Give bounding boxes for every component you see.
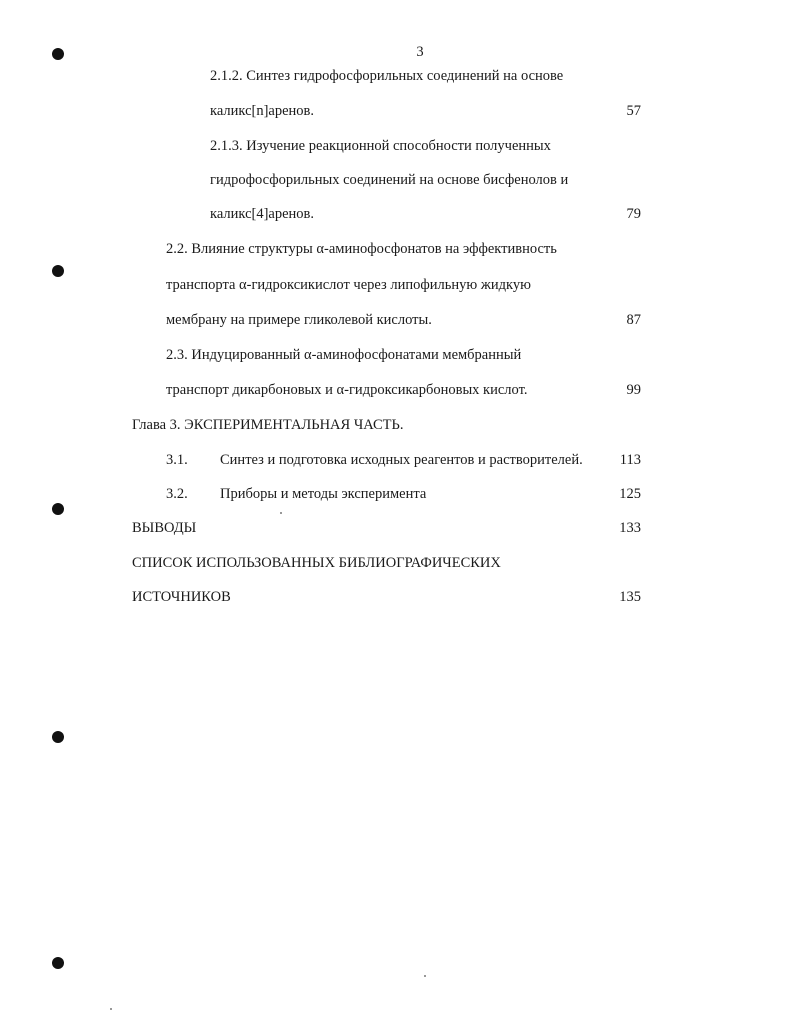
toc-entry-3-1-number: 3.1. bbox=[166, 452, 188, 468]
toc-entry-2-2-page: 87 bbox=[626, 312, 641, 328]
binder-hole bbox=[52, 957, 64, 969]
toc-entry-2-2-line-3: мембрану на примере гликолевой кислоты. bbox=[166, 312, 432, 328]
toc-entry-2-3-line-1: 2.3. Индуцированный α-аминофосфонатами мембранный bbox=[166, 347, 522, 363]
toc-entry-2-3-line-2: транспорт дикарбоновых и α-гидроксикарбоновых кислот. bbox=[166, 382, 528, 398]
toc-conclusions-page: 133 bbox=[619, 520, 641, 536]
toc-conclusions-title: ВЫВОДЫ bbox=[132, 520, 197, 536]
toc-entry-3-2-title: Приборы и методы эксперимента bbox=[220, 486, 427, 502]
toc-entry-2-1-3-page: 79 bbox=[626, 206, 641, 222]
toc-entry-2-1-3-line-2: гидрофосфорильных соединений на основе бисфенолов и bbox=[210, 172, 569, 188]
toc-chapter-3-title: Глава 3. ЭКСПЕРИМЕНТАЛЬНАЯ ЧАСТЬ. bbox=[132, 417, 404, 433]
toc-entry-2-2-line-2: транспорта α-гидроксикислот через липофильную жидкую bbox=[166, 277, 531, 293]
toc-entry-2-2-line-1: 2.2. Влияние структуры α-аминофосфонатов на эффективность bbox=[166, 241, 557, 257]
toc-references-line-2: ИСТОЧНИКОВ bbox=[132, 589, 231, 605]
toc-entry-2-1-2-page: 57 bbox=[626, 103, 641, 119]
binder-hole bbox=[52, 503, 64, 515]
binder-hole bbox=[52, 48, 64, 60]
toc-entry-3-1-title: Синтез и подготовка исходных реагентов и растворителей. bbox=[220, 452, 583, 468]
toc-references-page: 135 bbox=[619, 589, 641, 605]
toc-entry-2-1-3-line-1: 2.1.3. Изучение реакционной способности полученных bbox=[210, 138, 551, 154]
toc-entry-3-2-number: 3.2. bbox=[166, 486, 188, 502]
toc-entry-3-2-page: 125 bbox=[619, 486, 641, 502]
toc-entry-2-3-page: 99 bbox=[626, 382, 641, 398]
toc-references-line-1: СПИСОК ИСПОЛЬЗОВАННЫХ БИБЛИОГРАФИЧЕСКИХ bbox=[132, 555, 501, 571]
toc-entry-2-1-2-line-2: каликс[n]аренов. bbox=[210, 103, 315, 119]
page-number: 3 bbox=[416, 44, 424, 60]
scan-speck bbox=[424, 975, 426, 977]
binder-hole bbox=[52, 731, 64, 743]
toc-entry-2-1-2-line-1: 2.1.2. Синтез гидрофосфорильных соединений на основе bbox=[210, 68, 564, 84]
scan-speck bbox=[110, 1008, 112, 1010]
toc-entry-2-1-3-line-3: каликс[4]аренов. bbox=[210, 206, 315, 222]
scan-speck bbox=[280, 512, 282, 514]
toc-entry-3-1-page: 113 bbox=[619, 452, 641, 468]
binder-hole bbox=[52, 265, 64, 277]
